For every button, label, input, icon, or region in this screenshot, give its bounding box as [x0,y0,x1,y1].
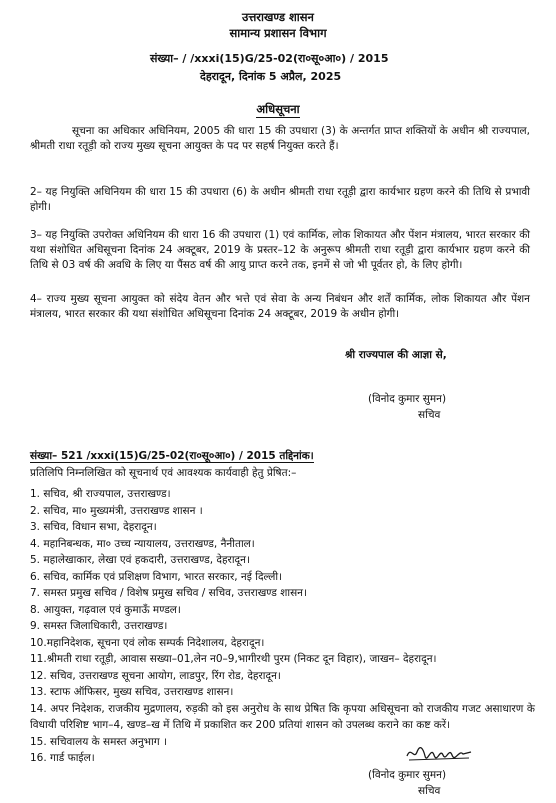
list-item: 4. महानिबन्धक, मा० उच्च न्यायालय, उत्तराखण्ड, नैनीताल। [30,537,255,550]
copy-intro: प्रतिलिपि निम्नलिखित को सूचनार्थ एवं आवश्यक कार्यवाही हेतु प्रेषित:– [30,467,297,479]
list-item: 9. समस्त जिलाधिकारी, उत्तराखण्ड। [30,620,168,632]
signatory-designation-bottom: सचिव [418,785,441,797]
list-item: 2. सचिव, मा० मुख्यमंत्री, उत्तराखण्ड शासन । [30,504,203,517]
paragraph-2: 2– यह नियुक्ति अधिनियम की धारा 15 की उपधारा (6) के अधीन श्रीमती राधा रतूड़ी द्वारा कार्यभार ग्रहण करने की तिथि से प्रभावी होगी। [30,186,530,213]
paragraph-4: 4– राज्य मुख्य सूचना आयुक्त को संदेय वेतन और भत्ते एवं सेवा के अन्य निबंधन और शर्तें कार्मिक, लोक शिकायत और पेंशन मंत्रालय, भारत सरकार की यथा संशोधित अधिसूचना दिनांक 24 अक्टूबर, 2019 के अधीन होगी। [30,293,530,320]
recipient-list [30,486,535,767]
notification-title-text: अधिसूचना [256,102,300,116]
list-item: 11.श्रीमती राधा रतूड़ी, आवास सख्या–01,लेन न0–9,भागीरथी पुरम (निकट दून विहार), जाखन– देहरादून। [30,653,437,665]
order-line: श्री राज्यपाल की आज्ञा से, [345,349,447,361]
paragraph-3: 3– यह नियुक्ति उपरोक्त अधिनियम की धारा 16 की उपधारा (1) एवं कार्मिक, लोक शिकायत और पेंशन मंत्रालय, भारत सरकार की यथा संशोधित अधिसूचना दिनांक 24 अक्टूबर, 2019 के प्रस्तर–12 के अनुरूप श्रीमती राधा रतूड़ी द्वारा कार्यभार ग्रहण करने की तिथि से 03 वर्ष की अवधि के लिए या पैंसठ वर्ष की आयु प्राप्त करने तक, इनमें से जो भी पूर्वतर हो, के लिए होगी। [30,229,530,271]
list-item: 12. सचिव, उत्तराखण्ड सूचना आयोग, लाडपुर, रिंग रोड, देहरादून। [30,669,281,682]
signatory-name-bottom: (विनोद कुमार सुमन) [368,769,447,781]
list-item: 7. समस्त प्रमुख सचिव / विशेष प्रमुख सचिव / सचिव, उत्तराखण्ड शासन। [30,587,307,599]
notification-title [0,102,556,118]
reference-number: संख्या– ∕ /xxxi(15)G/25-02(रा०सू०आ०) / 2015 [150,52,389,65]
paragraph-1: सूचना का अधिकार अधिनियम, 2005 की धारा 15 की उपधारा (3) के अन्तर्गत प्राप्त शक्तियों के अधीन श्री राज्यपाल, श्रीमती राधा रतूड़ी को राज्य मुख्य सूचना आयुक्त के पद पर सहर्ष नियुक्त करते हैं। [30,125,530,152]
signatory-designation: सचिव [418,409,441,421]
list-item: 10.महानिदेशक, सूचना एवं लोक सम्पर्क निदेशालय, देहरादून। [30,636,265,649]
list-item: 14. अपर निदेशक, राजकीय मुद्रणालय, रुड़की को इस अनुरोध के साथ प्रेषित कि कृपया अधिसूचना को राजकीय गजट असाधारण के विधायी परिशिष्ट भाग–4, खण्ड–ख में तिथि में प्रकाशित कर 200 प्रतियां शासन को उपलब्ध कराने का कष्ट करें। [30,702,535,731]
list-item: 5. महालेखाकार, लेखा एवं हकदारी, उत्तराखण्ड, देहरादून। [30,554,250,566]
list-item: 3. सचिव, विधान सभा, देहरादून। [30,521,157,533]
copy-reference-text: संख्या– 521 /xxxi(15)G/25-02(रा०सू०आ०) / 2015 तद्दिनांक। [30,450,314,462]
list-item: 16. गार्ड फाईल। [30,752,95,764]
list-item: 6. सचिव, कार्मिक एवं प्रशिक्षण विभाग, भारत सरकार, नई दिल्ली। [30,570,283,583]
list-item: 15. सचिवालय के समस्त अनुभाग । [30,735,167,748]
signatory-name: (विनोद कुमार सुमन) [368,393,447,405]
place-and-date: देहरादून, दिनांक 5 अप्रैल, 2025 [200,70,342,83]
list-item: 8. आयुक्त, गढ़वाल एवं कुमाऊँ मण्डल। [30,603,181,616]
government-name: उत्तराखण्ड शासन [242,10,314,24]
signature-scribble [405,742,475,764]
list-item: 13. स्टाफ ऑफिसर, मुख्य सचिव, उत्तराखण्ड शासन। [30,686,234,698]
copy-reference [30,449,314,463]
list-item: 1. सचिव, श्री राज्यपाल, उत्तराखण्ड। [30,488,171,500]
department-name: सामान्य प्रशासन विभाग [229,26,327,40]
